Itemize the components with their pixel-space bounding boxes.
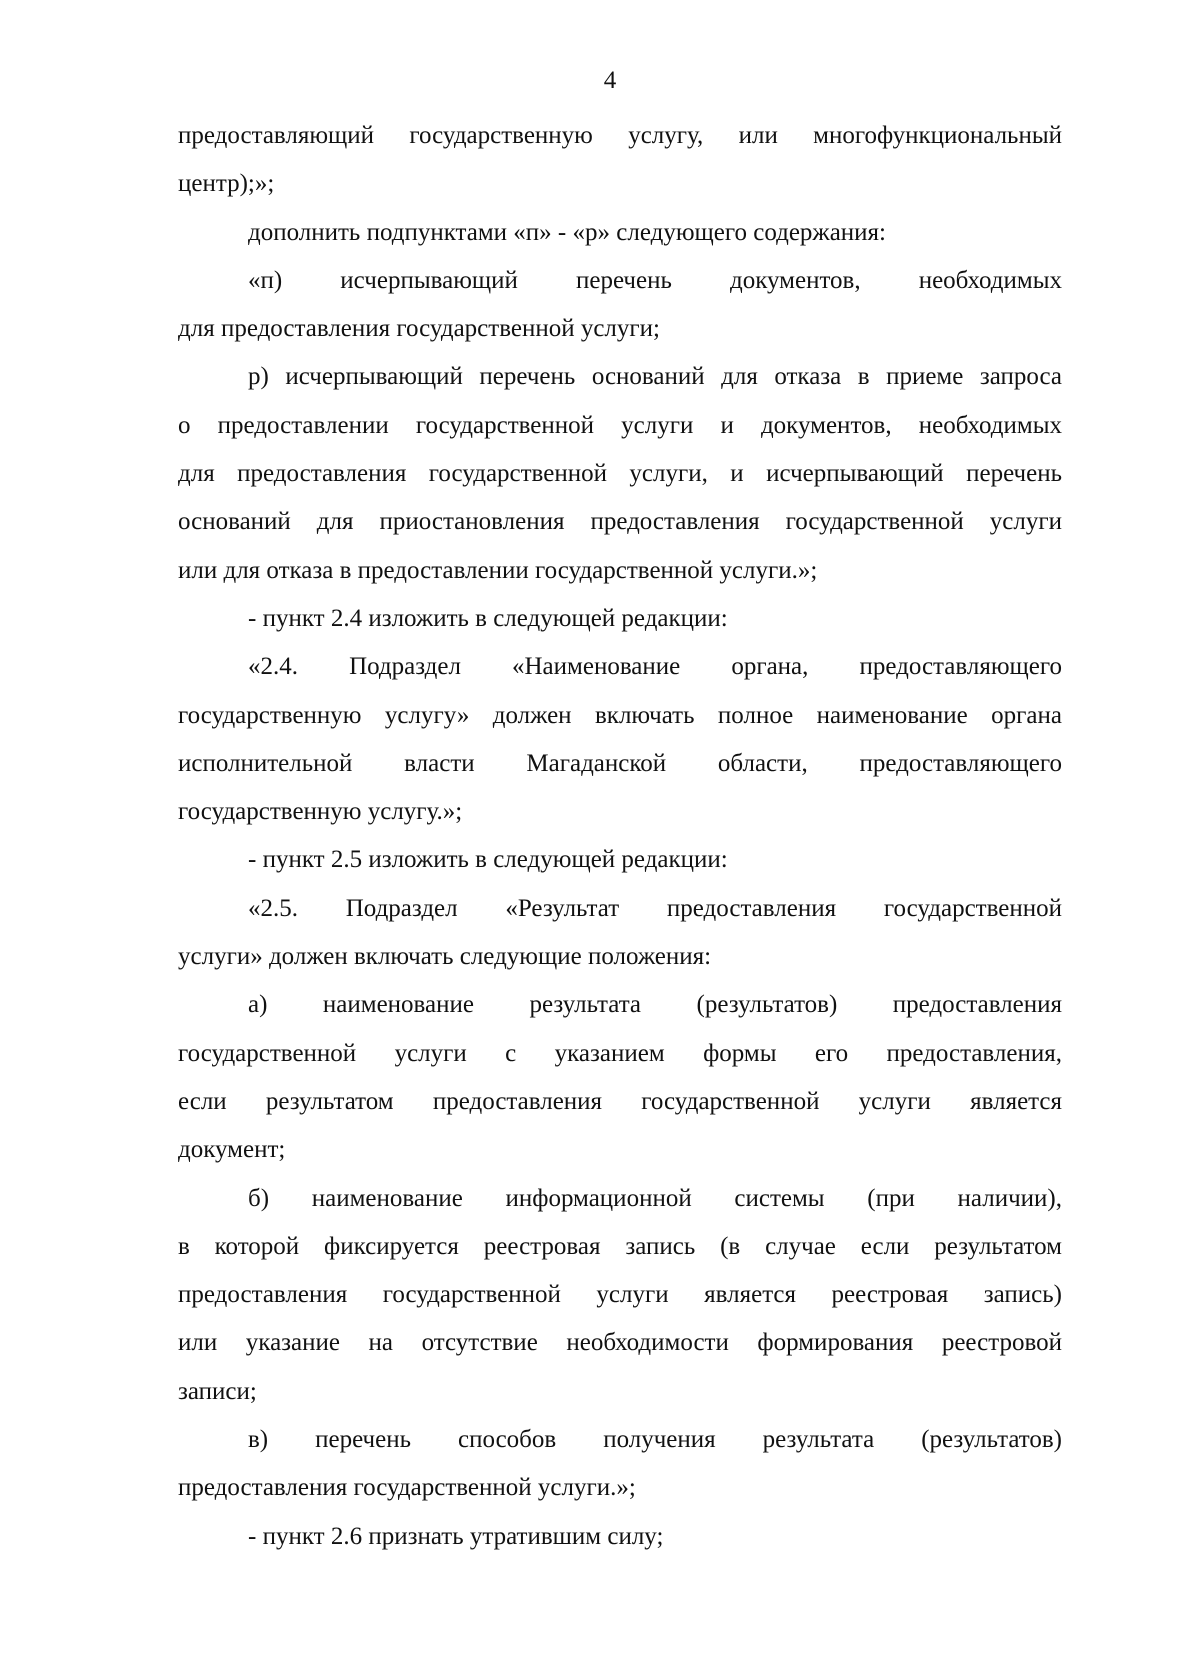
text-line: государственную услугу» должен включать полное наименование органа — [178, 701, 1062, 729]
text-line: государственную услугу.»; — [178, 798, 463, 826]
page-number: 4 — [603, 67, 617, 94]
text-line: «2.5. Подраздел «Результат предоставления государственной — [248, 894, 1062, 922]
text-line: предоставления государственной услуги.»; — [178, 1474, 636, 1502]
text-line: дополнить подпунктами «п» - «р» следующего содержания: — [248, 218, 886, 246]
text-line: исполнительной власти Магаданской области, предоставляющего — [178, 749, 1062, 777]
text-line: записи; — [178, 1377, 257, 1405]
text-line: для предоставления государственной услуги; — [178, 315, 660, 343]
text-line: «2.4. Подраздел «Наименование органа, предоставляющего — [248, 653, 1062, 681]
text-line: о предоставлении государственной услуги и документов, необходимых — [178, 411, 1062, 439]
text-line: центр);»; — [178, 170, 275, 198]
text-line: услуги» должен включать следующие положения: — [178, 943, 712, 971]
text-line: - пункт 2.6 признать утратившим силу; — [248, 1522, 664, 1550]
text-line: «п) исчерпывающий перечень документов, необходимых — [248, 266, 1062, 294]
text-line: а) наименование результата (результатов) предоставления — [248, 991, 1062, 1019]
text-line: предоставления государственной услуги является реестровая запись) — [178, 1281, 1062, 1309]
text-line: или указание на отсутствие необходимости формирования реестровой — [178, 1329, 1062, 1357]
text-line: - пункт 2.4 изложить в следующей редакции: — [248, 604, 728, 632]
text-line: оснований для приостановления предоставления государственной услуги — [178, 508, 1062, 536]
text-line: в) перечень способов получения результата (результатов) — [248, 1426, 1062, 1454]
text-line: для предоставления государственной услуги, и исчерпывающий перечень — [178, 460, 1062, 488]
text-line: р) исчерпывающий перечень оснований для отказа в приеме запроса — [248, 363, 1062, 391]
text-line: документ; — [178, 1136, 286, 1164]
text-line: б) наименование информационной системы (при наличии), — [248, 1184, 1062, 1212]
text-line: если результатом предоставления государственной услуги является — [178, 1087, 1062, 1115]
text-line: - пункт 2.5 изложить в следующей редакции: — [248, 846, 728, 874]
text-line: предоставляющий государственную услугу, или многофункциональный — [178, 122, 1062, 149]
document-body — [178, 112, 1062, 1561]
text-line: государственной услуги с указанием формы его предоставления, — [178, 1039, 1062, 1067]
text-line: в которой фиксируется реестровая запись (в случае если результатом — [178, 1232, 1062, 1260]
text-line: или для отказа в предоставлении государственной услуги.»; — [178, 556, 818, 584]
